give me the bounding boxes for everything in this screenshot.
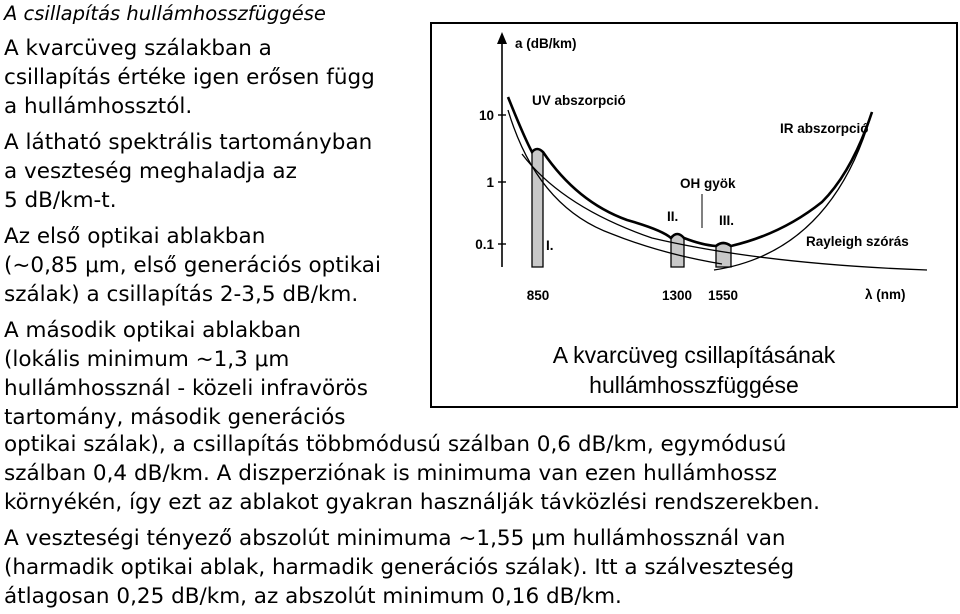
text-line: (harmadik optikai ablak, harmadik generációs szálak). Itt a szálveszteség bbox=[4, 555, 795, 580]
y-axis-arrow-icon bbox=[497, 32, 507, 44]
text-line: hullámhossznál - közeli infravörös bbox=[4, 376, 368, 401]
y-tick-label: 10 bbox=[478, 108, 494, 123]
figure-caption bbox=[432, 340, 956, 400]
x-tick-label: 1550 bbox=[707, 288, 739, 303]
caption-line: A kvarcüveg csillapításának bbox=[552, 342, 836, 368]
rayleigh-label: Rayleigh szórás bbox=[806, 234, 909, 249]
window-3-label: III. bbox=[719, 213, 735, 228]
x-tick-label: 1300 bbox=[661, 288, 693, 303]
text-line: a hullámhossztól. bbox=[4, 94, 193, 119]
oh-label: OH gyök bbox=[680, 176, 736, 191]
x-axis-label: λ (nm) bbox=[865, 287, 906, 302]
window-1-bar bbox=[532, 149, 543, 267]
paragraph-kvarcuveg bbox=[4, 34, 381, 121]
paragraph-lathato bbox=[4, 128, 381, 215]
ir-absorption-label: IR abszorpció bbox=[780, 121, 869, 136]
text-line: szálak) a csillapítás 2-3,5 dB/km. bbox=[4, 282, 359, 307]
y-axis-label: a (dB/km) bbox=[515, 36, 577, 51]
y-tick-label: 1 bbox=[486, 175, 494, 190]
text-line: szálban 0,4 dB/km. A diszperziónak is minimuma van ezen hullámhossz bbox=[4, 461, 777, 486]
caption-line: hullámhosszfüggése bbox=[589, 372, 799, 398]
window-1-label: I. bbox=[546, 238, 554, 253]
text-line: optikai szálak), a csillapítás többmódusú szálban 0,6 dB/km, egymódusú bbox=[4, 432, 787, 457]
text-line: A látható spektrális tartományban bbox=[4, 130, 373, 155]
text-line: csillapítás értéke igen erősen függ bbox=[4, 65, 375, 90]
text-line: (lokális minimum ~1,3 μm bbox=[4, 347, 290, 372]
left-text-column bbox=[4, 34, 381, 432]
window-2-label: II. bbox=[667, 209, 679, 224]
rayleigh-curve bbox=[522, 154, 927, 270]
text-line: A kvarcüveg szálakban a bbox=[4, 36, 272, 61]
text-line: a veszteség meghaladja az bbox=[4, 159, 297, 184]
text-line: A veszteségi tényező abszolút minimuma ~1,55 μm hullámhossznál van bbox=[4, 526, 786, 551]
uv-absorption-label: UV abszorpció bbox=[532, 93, 626, 108]
text-line: (~0,85 μm, első generációs optikai bbox=[4, 253, 381, 278]
paragraph-masodik-ablak bbox=[4, 316, 381, 432]
total-attenuation-curve bbox=[508, 97, 872, 246]
page-title: A csillapítás hullámhosszfüggése bbox=[4, 2, 326, 25]
attenuation-diagram bbox=[432, 24, 956, 334]
y-tick-label: 0.1 bbox=[475, 237, 494, 252]
text-line: Az első optikai ablakban bbox=[4, 224, 266, 249]
x-tick-label: 850 bbox=[526, 288, 550, 303]
text-line: környékén, így ezt az ablakot gyakran használják távközlési rendszerekben. bbox=[4, 490, 821, 515]
text-line: A második optikai ablakban bbox=[4, 318, 302, 343]
attenuation-figure bbox=[430, 22, 958, 408]
paragraph-harmadik-ablak bbox=[4, 524, 956, 611]
text-line: átlagosan 0,25 dB/km, az abszolút minimum 0,16 dB/km. bbox=[4, 584, 622, 609]
window-2-bar bbox=[671, 234, 684, 267]
text-line: 5 dB/km-t. bbox=[4, 188, 117, 213]
full-width-text bbox=[4, 430, 956, 611]
paragraph-elso-ablak bbox=[4, 222, 381, 309]
text-line: tartomány, második generációs bbox=[4, 405, 346, 430]
